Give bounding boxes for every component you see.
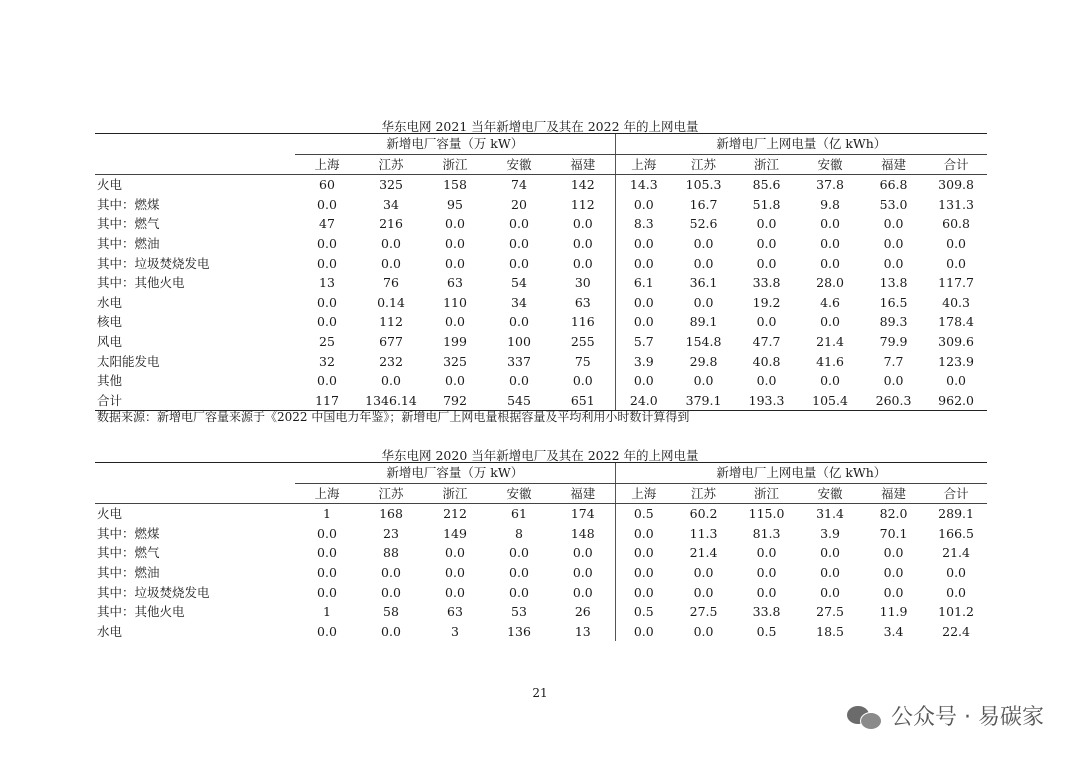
table-row [95,273,987,293]
table-cell: 123.9 [938,353,974,369]
table-cell: 0.0 [317,235,337,251]
table-cell: 0.0 [693,623,714,639]
table-cell: 0.5 [615,504,672,524]
table-cell: 0.0 [317,564,337,580]
table-cell: 105.3 [685,177,722,193]
table-cell: 325 [379,177,403,193]
table-cell: 260.3 [862,391,925,411]
table-cell: 0.0 [820,255,840,271]
table-cell: 89.1 [689,314,718,330]
table-cell: 0.0 [317,584,337,600]
corner-cell [95,463,295,484]
table-cell: 105.4 [798,391,862,411]
column-header: 安徽 [798,154,862,175]
table-cell: 25 [319,333,335,349]
column-header: 浙江 [735,154,798,175]
table-cell: 0.0 [615,583,672,603]
table-row [95,602,987,622]
table-cell: 0.0 [445,235,465,251]
watermark [847,700,1044,731]
table-cell: 26 [574,604,591,620]
table-row [95,563,987,583]
table-cell: 18.5 [816,623,844,639]
table-cell: 3 [451,623,459,639]
table-cell: 116 [570,314,595,330]
column-header: 福建 [862,483,925,504]
table-cell: 60.8 [942,216,970,232]
table-cell: 325 [443,353,467,369]
table-cell: 52.6 [689,216,718,232]
table-row [95,583,987,603]
row-label: 其中：垃圾焚烧发电 [97,584,210,600]
table-cell: 0.0 [572,564,593,580]
table-cell: 1346.14 [359,391,423,411]
table-cell: 0.0 [883,255,904,271]
table-cell: 24.0 [615,391,672,411]
row-label: 火电 [97,506,123,522]
table-cell: 0.0 [615,254,672,274]
table-cell: 11.9 [879,604,908,620]
table-cell: 36.1 [689,275,718,291]
column-header: 合计 [925,483,987,504]
table-cell: 0.0 [572,255,593,271]
row-label: 其中：燃油 [97,564,160,580]
table-cell: 0.0 [445,216,465,232]
table-cell: 0.0 [509,545,529,561]
table-cell: 0.0 [317,294,337,310]
table-cell: 7.7 [883,353,904,369]
table-cell: 136 [507,623,531,639]
table-row [95,543,987,563]
table-cell: 0.0 [509,314,529,330]
table-row [95,195,987,215]
table-row [95,312,987,332]
table-cell: 0.0 [317,196,337,212]
column-header: 浙江 [423,483,487,504]
table-cell: 0.0 [317,373,337,389]
table-cell: 32 [319,353,335,369]
table-cell: 110 [443,294,467,310]
table-cell: 16.5 [879,294,908,310]
column-header: 福建 [862,154,925,175]
table-cell: 0.0 [509,216,529,232]
table-cell: 0.0 [756,216,777,232]
table-cell: 34 [383,196,399,212]
table-cell: 112 [570,196,595,212]
table-cell: 0.0 [883,373,904,389]
table-row [95,254,987,274]
table-cell: 158 [443,177,467,193]
row-label: 其中：其他火电 [97,275,185,291]
table-cell: 0.0 [317,545,337,561]
table-cell: 117.7 [938,275,974,291]
table-cell: 0.0 [445,373,465,389]
table-cell: 178.4 [938,314,974,330]
column-header: 江苏 [359,154,423,175]
table-cell: 0.0 [820,373,840,389]
table-cell: 545 [487,391,551,411]
table-cell: 53.0 [879,196,908,212]
table-cell: 6.1 [615,273,672,293]
table-cell: 22.4 [942,623,970,639]
table-cell: 0.0 [756,545,777,561]
table-cell: 0.0 [509,584,529,600]
table-cell: 0.0 [883,235,904,251]
watermark-text: 公众号 · 易碳家 [891,705,1044,730]
column-header: 浙江 [423,154,487,175]
row-label: 其中：燃煤 [97,525,160,541]
table-2 [95,462,987,641]
table-cell: 101.2 [938,604,974,620]
column-header: 福建 [551,483,615,504]
table-cell: 0.0 [381,584,401,600]
table-cell: 53 [511,604,527,620]
table-cell: 0.0 [883,564,904,580]
table-cell: 21.4 [816,333,844,349]
table-cell: 85.6 [752,177,781,193]
table-cell: 27.5 [689,604,718,620]
table-cell: 51.8 [752,196,781,212]
table-cell: 379.1 [672,391,735,411]
table-cell: 0.0 [445,314,465,330]
row-label: 水电 [97,623,123,639]
table-cell: 16.7 [689,196,718,212]
row-label: 其他 [97,373,123,389]
table-cell: 0.0 [317,255,337,271]
table-cell: 3.4 [883,623,904,639]
column-header-empty [95,154,295,175]
table-cell: 0.0 [820,235,840,251]
table-cell: 0.0 [615,234,672,254]
table-cell: 0.0 [615,622,672,642]
table-cell: 13 [319,275,335,291]
table-cell: 232 [379,353,403,369]
table-row [95,352,987,372]
table-cell: 3.9 [820,525,840,541]
row-label: 其中：燃气 [97,545,160,561]
table-cell: 0.0 [820,584,840,600]
table-cell: 0.0 [756,564,777,580]
table-cell: 82.0 [879,506,908,522]
table-cell: 0.0 [381,373,401,389]
row-label: 核电 [97,314,123,330]
table-1-source-note: 数据来源：新增电厂容量来源于《2022 中国电力年鉴》；新增电厂上网电量根据容量及平均利用小时数计算得到 [97,410,690,424]
table-cell: 27.5 [816,604,844,620]
table-cell: 79.9 [879,333,908,349]
table-cell: 0.0 [693,235,714,251]
table-cell: 212 [443,506,467,522]
table-cell: 63 [447,275,463,291]
table-cell: 0.0 [509,373,529,389]
table-cell: 0.0 [615,371,672,391]
table-cell: 0.14 [377,294,405,310]
group-header-generation: 新增电厂上网电量（亿 kWh） [615,463,987,484]
table-cell: 0.0 [883,216,904,232]
column-header-row [95,483,987,504]
table-cell: 0.0 [615,293,672,313]
table-cell: 0.0 [946,235,967,251]
table-cell: 0.0 [381,235,401,251]
table-cell: 100 [507,333,531,349]
table-cell: 0.0 [317,623,337,639]
table-cell: 0.0 [615,195,672,215]
table-cell: 20 [511,196,527,212]
table-cell: 149 [443,525,467,541]
column-header: 江苏 [672,154,735,175]
group-header-capacity: 新增电厂容量（万 kW） [295,134,615,155]
table-cell: 66.8 [879,177,908,193]
table-cell: 81.3 [752,525,781,541]
table-cell: 0.0 [509,235,529,251]
table-cell: 33.8 [752,604,781,620]
table-row [95,293,987,313]
table-cell: 76 [383,275,399,291]
table-cell: 47 [319,216,335,232]
table-cell: 0.0 [317,314,337,330]
table-cell: 21.4 [942,545,970,561]
column-header: 上海 [295,154,359,175]
table-cell: 74 [511,177,527,193]
table-cell: 0.5 [756,623,777,639]
row-label: 水电 [97,294,123,310]
table-row [95,371,987,391]
row-label: 其中：燃油 [97,235,160,251]
table-cell: 0.0 [883,584,904,600]
table-cell: 63 [447,604,463,620]
table-cell: 0.0 [572,545,593,561]
table-cell: 75 [574,353,591,369]
table-cell: 0.0 [509,564,529,580]
table-cell: 154.8 [685,333,722,349]
table-cell: 962.0 [925,391,987,411]
table-cell: 11.3 [689,525,718,541]
column-header: 安徽 [487,483,551,504]
table-row [95,622,987,642]
table-cell: 1 [323,506,331,522]
table-1-title: 华东电网 2021 当年新增电厂及其在 2022 年的上网电量 [381,119,699,134]
column-header: 福建 [551,154,615,175]
table-cell: 5.7 [615,332,672,352]
table-cell: 0.0 [693,294,714,310]
table-cell: 23 [383,525,399,541]
table-cell: 115.0 [748,506,785,522]
column-header: 上海 [615,483,672,504]
table-cell: 255 [570,333,595,349]
table-cell: 0.0 [756,235,777,251]
table-cell: 3.9 [615,352,672,372]
row-label: 其中：燃气 [97,216,160,232]
table-1 [95,133,987,411]
table-cell: 174 [570,506,595,522]
table-cell: 89.3 [879,314,908,330]
column-header: 上海 [295,483,359,504]
table-cell: 0.0 [820,314,840,330]
table-cell: 0.0 [615,563,672,583]
table-cell: 30 [574,275,591,291]
table-row [95,504,987,524]
wechat-icon [847,703,883,729]
column-header-empty [95,483,295,504]
column-header: 江苏 [672,483,735,504]
table-cell: 0.0 [572,235,593,251]
table-cell: 9.8 [820,196,840,212]
table-2-title: 华东电网 2020 当年新增电厂及其在 2022 年的上网电量 [381,448,699,463]
table-cell: 13.8 [879,275,908,291]
table-cell: 0.0 [756,584,777,600]
table-cell: 95 [447,196,463,212]
table-cell: 0.0 [820,545,840,561]
table-cell: 142 [570,177,595,193]
table-cell: 37.8 [816,177,844,193]
table-cell: 0.0 [693,373,714,389]
table-cell: 168 [379,506,403,522]
row-label: 其中：燃煤 [97,196,160,212]
table-cell: 14.3 [615,175,672,195]
group-header-generation: 新增电厂上网电量（亿 kWh） [615,134,987,155]
table-cell: 0.0 [615,524,672,544]
table-cell: 0.5 [615,602,672,622]
table-cell: 70.1 [879,525,908,541]
table-cell: 0.0 [445,564,465,580]
table-cell: 54 [511,275,527,291]
table-cell: 0.0 [820,216,840,232]
table-cell: 0.0 [381,623,401,639]
table-cell: 337 [507,353,531,369]
row-label: 其中：垃圾焚烧发电 [97,255,210,271]
table-cell: 309.6 [938,333,974,349]
table-cell: 58 [383,604,399,620]
group-header-capacity: 新增电厂容量（万 kW） [295,463,615,484]
group-header-row [95,134,987,155]
table-row [95,234,987,254]
table-cell: 4.6 [820,294,840,310]
table-cell: 40.3 [942,294,970,310]
table-cell: 0.0 [693,584,714,600]
corner-cell [95,134,295,155]
table-cell: 1 [323,604,331,620]
table-cell: 28.0 [816,275,844,291]
column-header: 安徽 [487,154,551,175]
table-cell: 0.0 [615,543,672,563]
column-header: 合计 [925,154,987,175]
group-header-row [95,463,987,484]
table-cell: 8 [515,525,523,541]
table-row [95,175,987,195]
table-cell: 651 [551,391,615,411]
table-cell: 61 [511,506,527,522]
table-cell: 0.0 [572,584,593,600]
table-cell: 117 [295,391,359,411]
table-row [95,332,987,352]
table-cell: 19.2 [752,294,781,310]
table-cell: 21.4 [689,545,718,561]
table-cell: 0.0 [946,564,967,580]
table-cell: 60 [319,177,335,193]
table-row [95,214,987,234]
column-header: 上海 [615,154,672,175]
page-number: 21 [532,686,548,700]
table-cell: 63 [574,294,591,310]
row-label: 其中：其他火电 [97,604,185,620]
table-cell: 309.8 [938,177,974,193]
table-cell: 677 [379,333,403,349]
table-cell: 0.0 [883,545,904,561]
table-cell: 0.0 [756,314,777,330]
table-cell: 41.6 [816,353,844,369]
table-cell: 8.3 [615,214,672,234]
table-cell: 34 [511,294,527,310]
table-cell: 216 [379,216,403,232]
table-cell: 0.0 [756,373,777,389]
table-cell: 0.0 [381,255,401,271]
table-cell: 0.0 [820,564,840,580]
table-cell: 0.0 [445,255,465,271]
row-label: 太阳能发电 [97,353,160,369]
row-label: 火电 [97,177,123,193]
table-cell: 29.8 [689,353,718,369]
table-cell: 0.0 [572,373,593,389]
table-cell: 0.0 [445,584,465,600]
table-cell: 33.8 [752,275,781,291]
table-cell: 60.2 [689,506,718,522]
table-cell: 0.0 [317,525,337,541]
table-cell: 166.5 [938,525,974,541]
column-header-row [95,154,987,175]
column-header: 浙江 [735,483,798,504]
table-cell: 0.0 [445,545,465,561]
table-cell: 0.0 [946,584,967,600]
table-cell: 148 [570,525,595,541]
table-cell: 31.4 [816,506,844,522]
row-label: 合计 [95,391,295,411]
table-cell: 47.7 [752,333,781,349]
table-cell: 199 [443,333,467,349]
table-cell: 792 [423,391,487,411]
table-cell: 88 [383,545,399,561]
table-cell: 112 [379,314,403,330]
column-header: 安徽 [798,483,862,504]
table-cell: 0.0 [946,255,967,271]
table-cell: 0.0 [693,564,714,580]
row-label: 风电 [97,333,123,349]
table-cell: 289.1 [938,506,974,522]
table-cell: 0.0 [946,373,967,389]
table-row [95,524,987,544]
table-cell: 0.0 [693,255,714,271]
table-cell: 0.0 [756,255,777,271]
table-cell: 40.8 [752,353,781,369]
table-cell: 131.3 [938,196,974,212]
table-cell: 0.0 [381,564,401,580]
table-cell: 13 [574,623,591,639]
table-cell: 0.0 [509,255,529,271]
table-cell: 0.0 [615,312,672,332]
table-cell: 0.0 [572,216,593,232]
table-cell: 193.3 [735,391,798,411]
column-header: 江苏 [359,483,423,504]
